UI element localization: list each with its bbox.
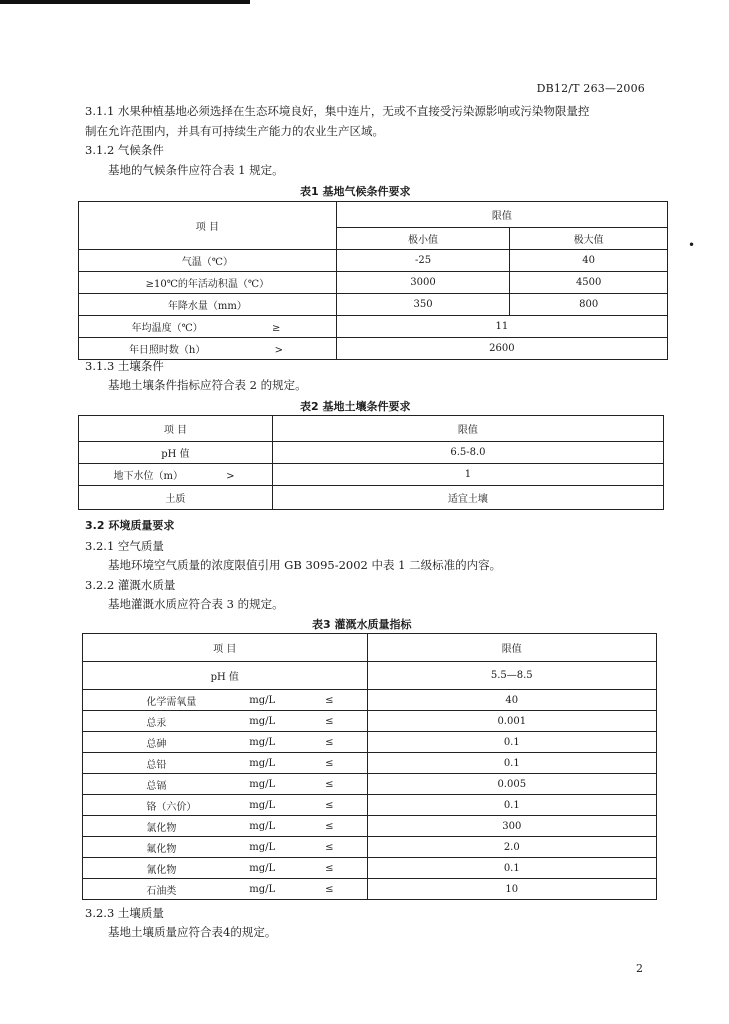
standard-number: DB12/T 263—2006 (536, 82, 645, 95)
table3-row-unit: mg/L (232, 858, 292, 879)
table2-row-item: 土质 (79, 486, 273, 510)
table3-row-item: 氯化物 (142, 816, 232, 837)
heading-3-2-1: 3.2.1 空气质量 (85, 539, 164, 553)
table1-row-item: 年降水量（mm） (79, 294, 337, 316)
para-3-2-3: 基地土壤质量应符合表4的规定。 (108, 925, 277, 939)
table2-row-symbol: > (226, 471, 235, 482)
heading-3-2-3: 3.2.3 土壤质量 (85, 906, 164, 920)
table-row (83, 858, 657, 879)
table-row (83, 774, 657, 795)
table1-header-item: 项 目 (79, 202, 337, 250)
table3-ph-item: pH 值 (83, 662, 368, 690)
table1-header-limit: 限值 (336, 202, 667, 228)
table3-row-unit: mg/L (232, 795, 292, 816)
table-row (83, 690, 657, 711)
table-row (79, 464, 664, 486)
heading-3-1-2: 3.1.2 气候条件 (85, 143, 164, 157)
table3-row-unit: mg/L (232, 837, 292, 858)
table2-caption: 表2 基地土壤条件要求 (300, 400, 411, 413)
table3-row-symbol: ≤ (292, 711, 367, 732)
table3-row-item: 石油类 (142, 879, 232, 900)
table3-row-value: 0.1 (367, 858, 656, 879)
table3-header-limit: 限值 (367, 634, 656, 662)
heading-3-2: 3.2 环境质量要求 (85, 519, 175, 532)
table3-row-value: 40 (367, 690, 656, 711)
heading-3-2-2: 3.2.2 灌溉水质量 (85, 578, 176, 592)
table3-row-unit: mg/L (232, 774, 292, 795)
table3-row-unit: mg/L (232, 711, 292, 732)
table3-row-symbol: ≤ (292, 816, 367, 837)
table1-climate (78, 201, 668, 360)
table1-row-min: -25 (336, 250, 510, 272)
table-row (79, 486, 664, 510)
table1-row-symbol: > (274, 345, 283, 356)
table1-row-max: 4500 (510, 272, 668, 294)
table1-row-max: 800 (510, 294, 668, 316)
table3-row-value: 0.1 (367, 795, 656, 816)
table3-row-item: 铬（六价） (142, 795, 232, 816)
table3-row-item: 总铅 (142, 753, 232, 774)
table1-row-item: 气温（℃） (79, 250, 337, 272)
table3-row-value: 300 (367, 816, 656, 837)
table-row (79, 272, 668, 294)
table3-row-symbol: ≤ (292, 753, 367, 774)
table1-row-symbol: ≥ (271, 323, 281, 334)
table3-row-item: 总镉 (142, 774, 232, 795)
para-3-1-3: 基地土壤条件指标应符合表 2 的规定。 (108, 378, 307, 392)
table3-caption: 表3 灌溉水质量指标 (312, 618, 412, 631)
table3-row-unit: mg/L (232, 690, 292, 711)
table3-row-value: 0.005 (367, 774, 656, 795)
table-row (83, 753, 657, 774)
table-row (83, 711, 657, 732)
table3-row-symbol: ≤ (292, 774, 367, 795)
table2-soil (78, 415, 664, 510)
table3-row-unit: mg/L (232, 732, 292, 753)
table2-row-item: pH 值 (79, 442, 273, 464)
table3-row-value: 0.1 (367, 732, 656, 753)
table-row (79, 338, 668, 360)
table1-row-max: 40 (510, 250, 668, 272)
scan-mark: • (688, 238, 696, 252)
table-row (83, 662, 657, 690)
table-row (79, 442, 664, 464)
table3-row-symbol: ≤ (292, 858, 367, 879)
table1-caption: 表1 基地气候条件要求 (300, 185, 411, 198)
table3-row-unit: mg/L (232, 879, 292, 900)
table3-row-value: 0.001 (367, 711, 656, 732)
table2-row-value: 6.5-8.0 (272, 442, 663, 464)
para-3-2-2: 基地灌溉水质应符合表 3 的规定。 (108, 597, 284, 611)
table3-row-item: 总砷 (142, 732, 232, 753)
table-row (79, 316, 668, 338)
table3-row-item: 总汞 (142, 711, 232, 732)
table3-row-unit: mg/L (232, 816, 292, 837)
table1-row-min: 350 (336, 294, 510, 316)
para-3-1-1-line1: 3.1.1 水果种植基地必须选择在生态环境良好，集中连片，无或不直接受污染源影响或污染物限量控 (85, 104, 590, 118)
table2-header-item: 项 目 (79, 416, 273, 442)
table3-irrigation-water (82, 633, 657, 900)
table3-row-unit: mg/L (232, 753, 292, 774)
scan-edge-bar (0, 0, 250, 4)
table2-header-limit: 限值 (272, 416, 663, 442)
para-3-2-1: 基地环境空气质量的浓度限值引用 GB 3095-2002 中表 1 二级标准的内容。 (108, 558, 502, 572)
table2-row-item: 地下水位（m） (113, 471, 183, 482)
table3-row-symbol: ≤ (292, 690, 367, 711)
table3-row-symbol: ≤ (292, 837, 367, 858)
table1-header-max: 极大值 (510, 228, 668, 250)
table3-row-item: 氟化物 (142, 837, 232, 858)
table2-row-value: 1 (272, 464, 663, 486)
table1-row-item-with-symbol (79, 316, 337, 338)
para-3-1-1-line2: 制在允许范围内，并具有可持续生产能力的农业生产区域。 (85, 124, 384, 138)
heading-3-1-3: 3.1.3 土壤条件 (85, 359, 164, 373)
table3-row-value: 10 (367, 879, 656, 900)
table-row (83, 732, 657, 753)
page-number: 2 (636, 962, 643, 975)
table3-row-symbol: ≤ (292, 732, 367, 753)
table3-ph-value: 5.5—8.5 (367, 662, 656, 690)
table-row (79, 250, 668, 272)
table1-row-item: 年均温度（℃） (131, 323, 203, 334)
table1-row-min: 3000 (336, 272, 510, 294)
table3-row-value: 2.0 (367, 837, 656, 858)
table-row (83, 879, 657, 900)
table3-row-symbol: ≤ (292, 879, 367, 900)
table3-row-item: 氰化物 (142, 858, 232, 879)
table1-row-value: 2600 (336, 338, 667, 360)
table1-row-value: 11 (336, 316, 667, 338)
table3-row-value: 0.1 (367, 753, 656, 774)
table3-header-item: 项 目 (83, 634, 368, 662)
table-row (83, 837, 657, 858)
table3-row-item: 化学需氧量 (142, 690, 232, 711)
table-row (83, 795, 657, 816)
para-3-1-2: 基地的气候条件应符合表 1 规定。 (108, 163, 284, 177)
table1-header-min: 极小值 (336, 228, 510, 250)
table1-row-item: 年日照时数（h） (128, 345, 206, 356)
table-row (83, 816, 657, 837)
table2-row-value: 适宜土壤 (272, 486, 663, 510)
table2-row-item-with-symbol (79, 464, 273, 486)
table3-row-symbol: ≤ (292, 795, 367, 816)
table-row (79, 294, 668, 316)
table1-row-item-with-symbol (79, 338, 337, 360)
table1-row-item: ≥10℃的年活动积温（℃） (79, 272, 337, 294)
